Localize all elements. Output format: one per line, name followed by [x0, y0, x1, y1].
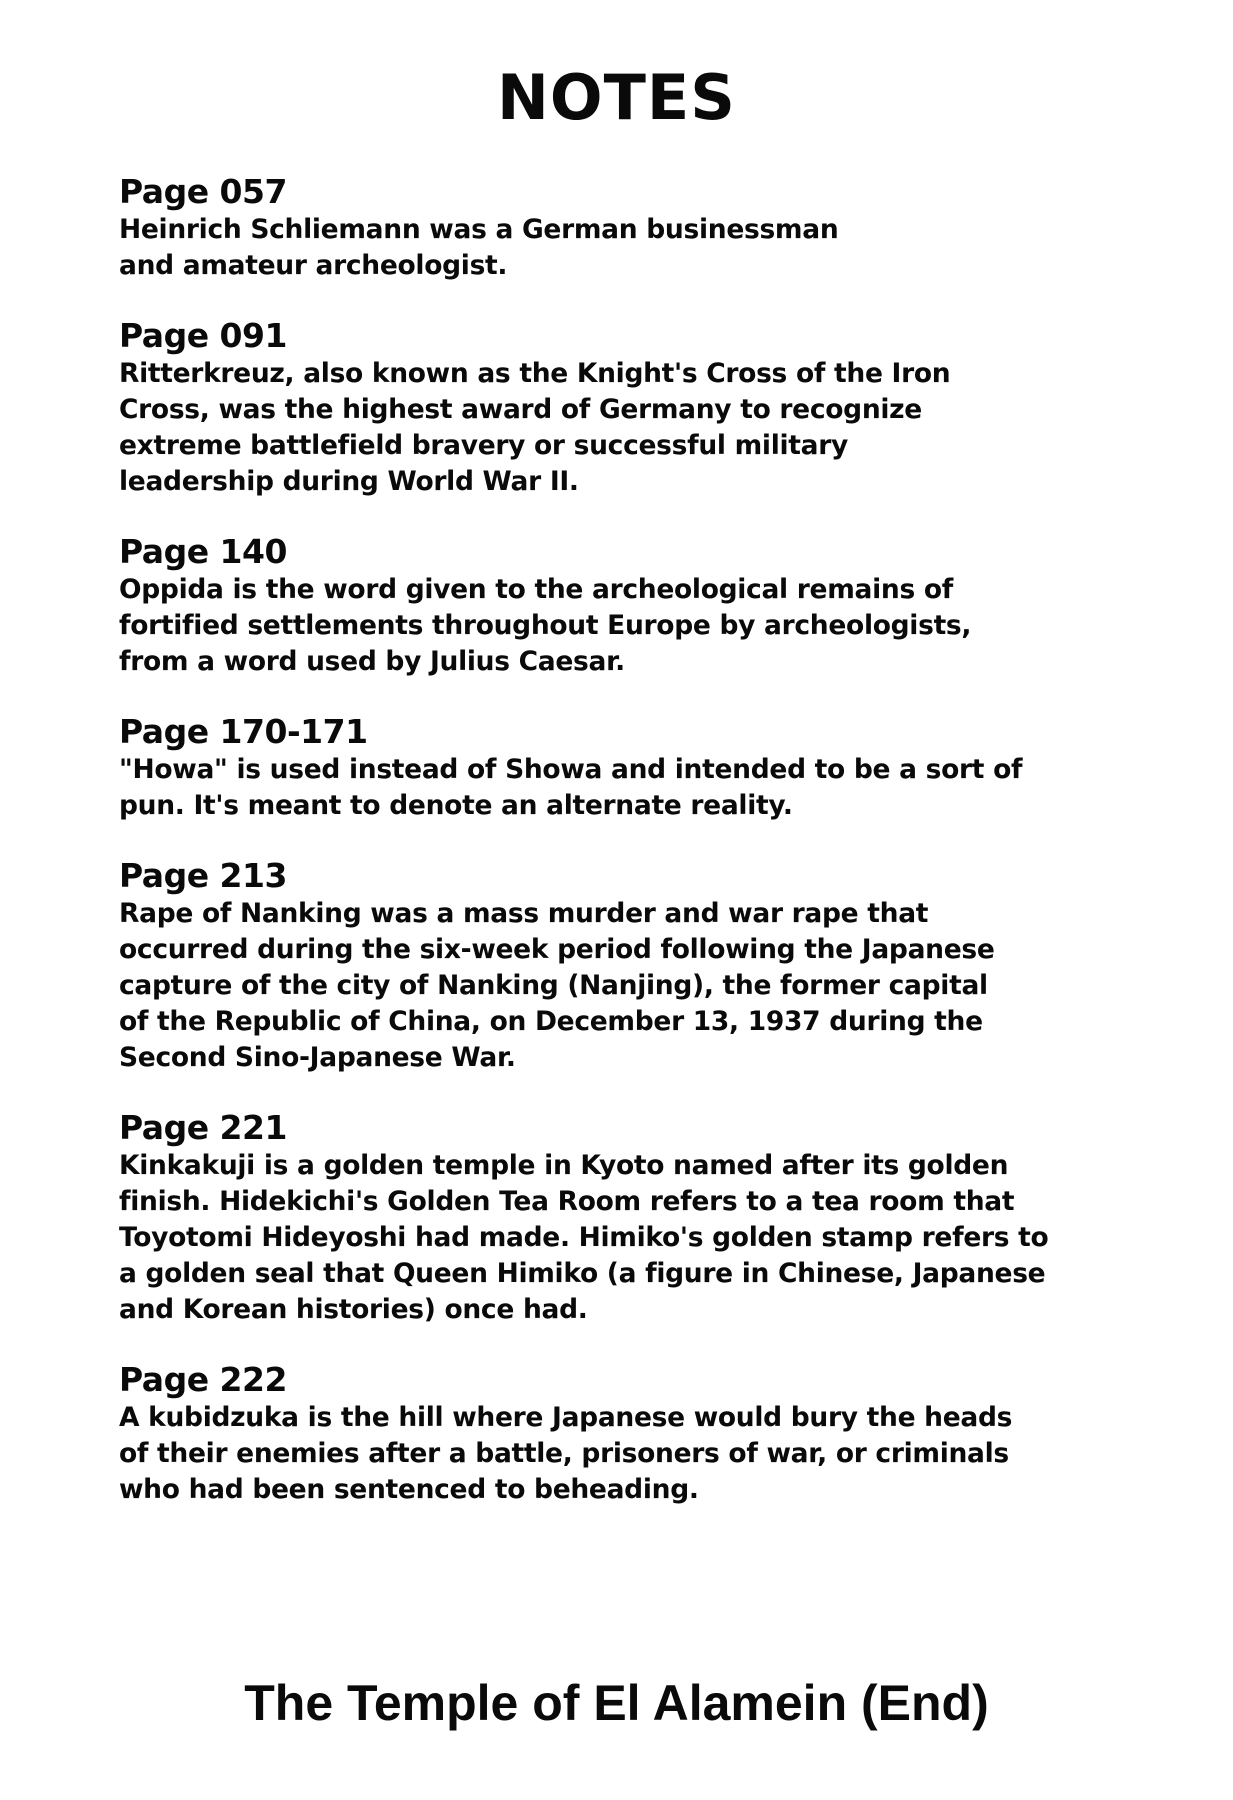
note-text-line: capture of the city of Nanking (Nanjing), the former capital	[119, 970, 988, 1001]
note-heading: Page 091	[119, 316, 287, 355]
note-page-091	[119, 316, 1199, 500]
note-page-140	[119, 532, 1199, 680]
note-page-057	[119, 172, 1199, 284]
note-text-line: pun. It's meant to denote an alternate reality.	[119, 790, 793, 821]
notes-list	[119, 172, 1199, 1540]
note-text-line: finish. Hidekichi's Golden Tea Room refers to a tea room that	[119, 1186, 1015, 1217]
note-page-221	[119, 1108, 1199, 1328]
note-text-line: who had been sentenced to beheading.	[119, 1474, 699, 1505]
note-text-line: leadership during World War II.	[119, 466, 579, 497]
note-page-170-171	[119, 712, 1199, 824]
note-heading: Page 213	[119, 856, 287, 895]
note-text-line: fortified settlements throughout Europe by archeologists,	[119, 610, 972, 641]
note-heading: Page 057	[119, 172, 287, 211]
note-page-222	[119, 1360, 1199, 1508]
note-text-line: Kinkakuji is a golden temple in Kyoto named after its golden	[119, 1150, 1009, 1181]
note-text-line: "Howa" is used instead of Showa and intended to be a sort of	[119, 754, 1023, 785]
note-text-line: of the Republic of China, on December 13, 1937 during the	[119, 1006, 983, 1037]
note-heading: Page 221	[119, 1108, 287, 1147]
note-heading: Page 170-171	[119, 712, 368, 751]
note-text-line: Second Sino-Japanese War.	[119, 1042, 516, 1073]
note-text-line: extreme battlefield bravery or successful military	[119, 430, 848, 461]
note-text-line: and amateur archeologist.	[119, 250, 508, 281]
note-text-line: Toyotomi Hideyoshi had made. Himiko's golden stamp refers to	[119, 1222, 1049, 1253]
note-text-line: and Korean histories) once had.	[119, 1294, 588, 1325]
note-text-line: Ritterkreuz, also known as the Knight's Cross of the Iron	[119, 358, 951, 389]
note-text-line: Cross, was the highest award of Germany to recognize	[119, 394, 922, 425]
note-page-213	[119, 856, 1199, 1076]
note-text-line: Rape of Nanking was a mass murder and war rape that	[119, 898, 929, 929]
note-heading: Page 222	[119, 1360, 287, 1399]
note-text-line: of their enemies after a battle, prisoners of war, or criminals	[119, 1438, 1009, 1469]
note-text-line: Oppida is the word given to the archeological remains of	[119, 574, 953, 605]
note-text-line: Heinrich Schliemann was a German businessman	[119, 214, 839, 245]
note-heading: Page 140	[119, 532, 287, 571]
chapter-end-title: The Temple of El Alamein (End)	[244, 1675, 989, 1731]
note-text-line: from a word used by Julius Caesar.	[119, 646, 625, 677]
note-text-line: occurred during the six-week period following the Japanese	[119, 934, 995, 965]
page-title: NOTES	[497, 61, 736, 134]
note-text-line: a golden seal that Queen Himiko (a figure in Chinese, Japanese	[119, 1258, 1046, 1289]
note-text-line: A kubidzuka is the hill where Japanese would bury the heads	[119, 1402, 1013, 1433]
